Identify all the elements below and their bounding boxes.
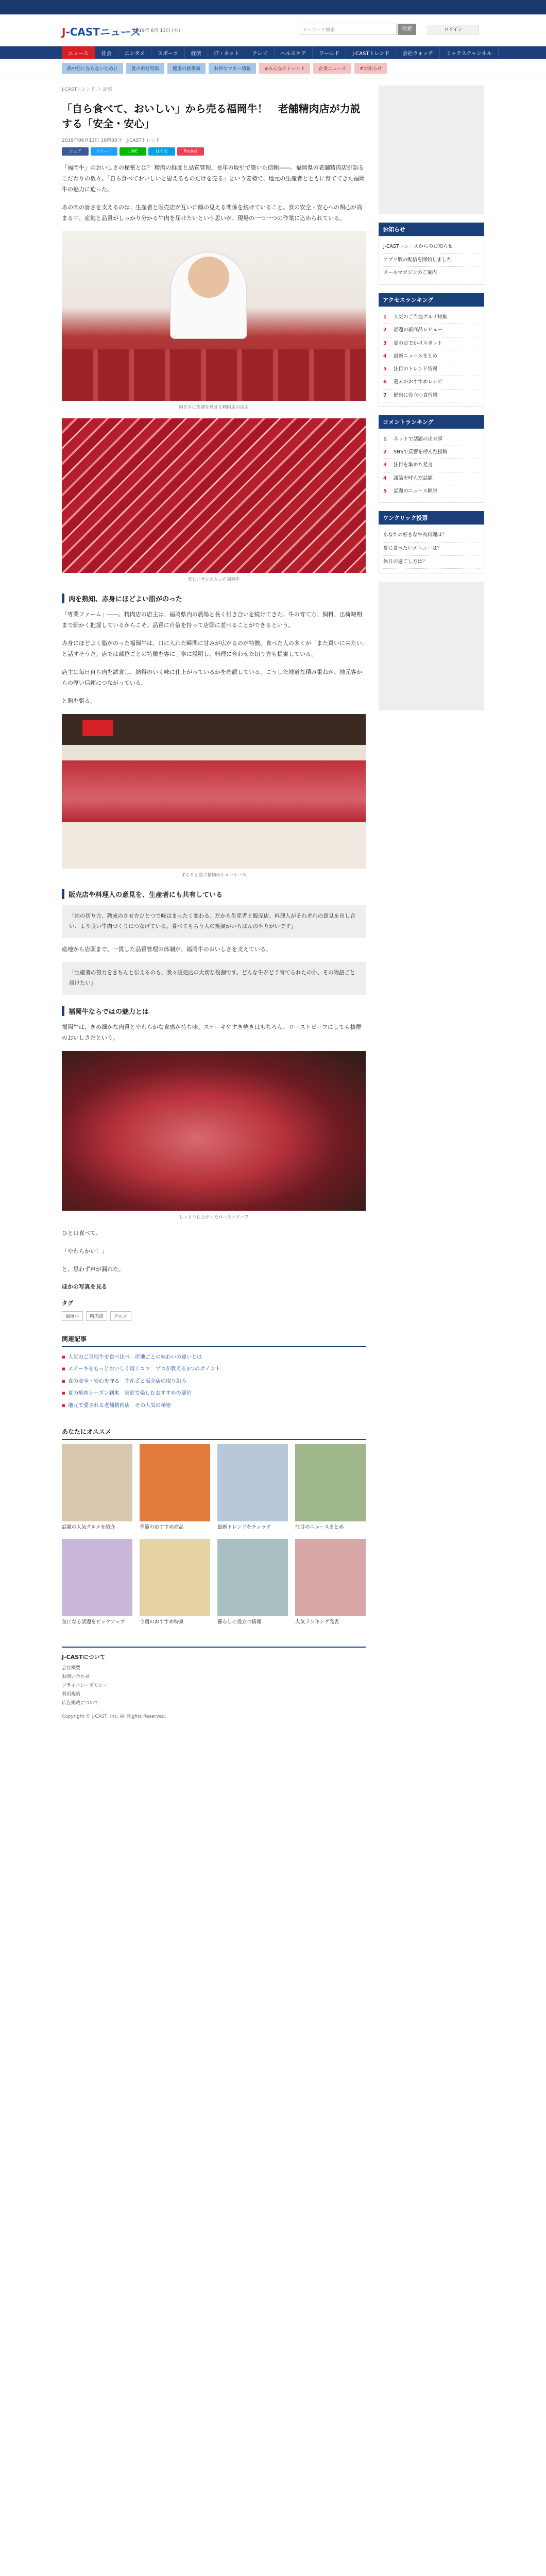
subnav-item[interactable]: 熱中症にならないために bbox=[62, 63, 123, 74]
poll-link[interactable]: 休日の過ごし方は？ bbox=[383, 556, 480, 569]
more-photos-link[interactable]: ほかの写真を見る bbox=[62, 1283, 107, 1290]
nav-item[interactable]: ワールド bbox=[313, 46, 346, 59]
recommend-card[interactable]: 注目のニュースまとめ bbox=[295, 1444, 366, 1531]
search-button[interactable]: 検索 bbox=[398, 24, 416, 35]
recommend-card[interactable]: 暮らしに役立つ情報 bbox=[217, 1539, 288, 1626]
section-heading: 福岡牛ならではの魅力とは bbox=[62, 1006, 366, 1016]
nav-item[interactable]: IT・ネット bbox=[208, 46, 246, 59]
recommend-card[interactable]: 最新トレンドをチェック bbox=[217, 1444, 288, 1531]
paragraph: 「福岡牛」のおいしさの秘密とは？ 精肉の鮮度と品質管理、長年の取引で築いた信頼――。福岡県の老舗精肉店が語るこだわりの数々。「自ら食べておいしいと思えるものだけを売る」という姿勢で、地元の生産者とともに育ててきた福岡牛の魅力に迫った。 bbox=[62, 164, 365, 193]
recommend-card[interactable]: 今週のおすすめ特集 bbox=[140, 1539, 210, 1626]
subnav-item[interactable]: #お知らせ bbox=[354, 63, 387, 74]
header-date: 2019年 6月 13日 (木) bbox=[133, 28, 180, 33]
footer-link[interactable]: お問い合わせ bbox=[62, 1674, 90, 1680]
recommend-card[interactable]: 気になる話題をピックアップ bbox=[62, 1539, 132, 1626]
subnav-item[interactable]: 夏の旅行特集 bbox=[126, 63, 164, 74]
article-title: 「自ら食べて、おいしい」から売る福岡牛！ 老舗精肉店が力説する「安全・安心」 bbox=[62, 103, 361, 130]
nav-item[interactable]: テレビ bbox=[246, 46, 275, 59]
quote-block: 「生産者の努力をきちんと伝えるのも、我々販売店の大切な役割です。どんな牛がどう育てられたのか、その物語ごと届けたい」 bbox=[62, 962, 366, 995]
photo-caption: ずらりと並ぶ精肉のショーケース bbox=[181, 872, 247, 878]
nav-item[interactable]: J-CASTトレンド bbox=[346, 46, 396, 59]
ranking-item[interactable]: 1 人気のご当地グルメ特集 bbox=[383, 311, 480, 324]
showcase-photo bbox=[62, 714, 366, 869]
notice-heading: お知らせ bbox=[379, 223, 484, 236]
related-link[interactable]: ■ ステーキをもっとおいしく焼くコツ プロが教える3つのポイント bbox=[62, 1363, 366, 1376]
ranking-heading: アクセスランキング bbox=[379, 293, 484, 307]
recommend-card[interactable]: 人気ランキング発表 bbox=[295, 1539, 366, 1626]
footer-heading: J-CASTについて bbox=[62, 1653, 106, 1660]
comment-box bbox=[379, 429, 484, 503]
ranking-item[interactable]: 2 話題の新商品レビュー bbox=[383, 324, 480, 337]
top-bar bbox=[0, 0, 546, 14]
nav-item[interactable]: ヘルスケア bbox=[275, 46, 313, 59]
share-facebook-button[interactable]: シェア bbox=[62, 147, 89, 156]
share-twitter-button[interactable]: ツイート bbox=[91, 147, 117, 156]
poll-heading: ワンクリック投票 bbox=[379, 511, 484, 524]
quote-block: 「肉の切り方、熟成のさせ方ひとつで味はまったく変わる。だから生産者と販売店、料理人がそれぞれの意見を出し合い、より良い牛肉づくりにつなげている。食べてもらう人の笑顔がいちばんのやりがいです」 bbox=[62, 905, 366, 938]
beef-photo bbox=[62, 418, 366, 573]
article-byline: 2019年06月13日 16時00分 J-CASTトレンド bbox=[62, 138, 160, 143]
notice-box bbox=[379, 236, 484, 285]
paragraph: 「専業ファーム」――。精肉店の店主は、福岡県内の農場と長く付き合いを続けてきた。牛の育て方、飼料、出荷時期まで細かく把握しているからこそ、品質に自信を持って店頭に並べることができるという。 bbox=[62, 611, 362, 629]
tag-link[interactable]: 精肉店 bbox=[86, 1311, 107, 1321]
paragraph: 福岡牛は、きめ細かな肉質とやわらかな食感が持ち味。ステーキやすき焼きはもちろん、ローストビーフにしても抜群のおいしさだという。 bbox=[62, 1024, 362, 1042]
tag-list bbox=[62, 1311, 366, 1321]
share-bar bbox=[62, 147, 366, 156]
comment-item[interactable]: 4 議論を呼んだ話題 bbox=[383, 472, 480, 485]
section-heading: 肉を熟知、赤身にほどよい脂がのった bbox=[62, 594, 366, 603]
comment-item[interactable]: 3 注目を集めた発言 bbox=[383, 459, 480, 472]
related-link[interactable]: ■ 人気のご当地牛を食べ比べ 産地ごとの味わいの違いとは bbox=[62, 1351, 366, 1364]
comment-item[interactable]: 2 SNSで反響を呼んだ投稿 bbox=[383, 446, 480, 459]
ranking-box bbox=[379, 307, 484, 407]
recommend-heading: あなたにオススメ bbox=[62, 1427, 366, 1440]
tag-link[interactable]: グルメ bbox=[110, 1311, 131, 1321]
ranking-item[interactable]: 3 夏のおでかけスポット bbox=[383, 337, 480, 350]
related-link[interactable]: ■ 夏の焼肉シーズン到来 家庭で楽しむおすすめの部位 bbox=[62, 1387, 366, 1400]
share-line-button[interactable]: LINE bbox=[120, 147, 146, 156]
nav-item[interactable]: スポーツ bbox=[151, 46, 185, 59]
photo-caption: 美しいサシの入った福岡牛 bbox=[187, 577, 240, 583]
share-pocket-button[interactable]: Pocket bbox=[177, 147, 204, 156]
ranking-item[interactable]: 6 週末のおすすめレシピ bbox=[383, 376, 480, 389]
comment-item[interactable]: 1 ネットで話題の出来事 bbox=[383, 433, 480, 446]
copyright: Copyright © J-CAST, Inc. All Rights Reserved. bbox=[62, 1714, 166, 1720]
site-header bbox=[0, 14, 546, 46]
nav-item[interactable]: ニュース bbox=[62, 46, 95, 59]
nav-item[interactable]: エンタメ bbox=[118, 46, 152, 59]
ranking-item[interactable]: 4 最新ニュースまとめ bbox=[383, 350, 480, 363]
paragraph: と胸を張る。 bbox=[62, 697, 96, 704]
ad-slot bbox=[379, 86, 484, 214]
footer bbox=[62, 1647, 366, 1719]
notice-link[interactable]: メールマガジンのご案内 bbox=[383, 267, 480, 280]
paragraph: 産地から店頭まで、一貫した品質管理の体制が、福岡牛のおいしさを支えている。 bbox=[62, 945, 271, 953]
subnav-item[interactable]: 企業ニュース bbox=[313, 63, 351, 74]
photo-caption: しっとり仕上がったローストビーフ bbox=[179, 1215, 249, 1221]
related-heading: 関連記事 bbox=[62, 1334, 366, 1347]
roast-beef-photo bbox=[62, 1051, 366, 1211]
nav-item[interactable]: 経済 bbox=[185, 46, 208, 59]
ad-slot bbox=[379, 582, 484, 710]
subnav-item[interactable]: #みんなのトレンド bbox=[259, 63, 310, 74]
sidebar bbox=[379, 78, 484, 710]
notice-link[interactable]: J-CASTニュースからのお知らせ bbox=[383, 241, 480, 254]
paragraph: 赤身にほどよく脂がのった福岡牛は、口に入れた瞬間に甘みが広がるのが特徴。食べた人の多くが「また買いに来たい」と話すそうだ。店では部位ごとの特徴を客に丁寧に説明し、料理に合わせた切り方も提案している。 bbox=[62, 640, 365, 658]
notice-link[interactable]: アプリ版の配信を開始しました bbox=[383, 254, 480, 267]
poll-link[interactable]: 夏に食べたいメニューは？ bbox=[383, 543, 480, 556]
footer-link[interactable]: プライバシーポリシー bbox=[62, 1683, 108, 1688]
tag-link[interactable]: 福岡牛 bbox=[62, 1311, 83, 1321]
photo-caption: 肉を手に笑顔を見せる精肉店の店主 bbox=[178, 405, 249, 411]
paragraph: と、思わず声が漏れた。 bbox=[62, 1265, 124, 1273]
ranking-item[interactable]: 7 健康に役立つ食習慣 bbox=[383, 389, 480, 402]
poll-box bbox=[379, 524, 484, 573]
breadcrumb[interactable]: J-CASTトレンド ＞ 記事 bbox=[62, 87, 112, 92]
paragraph: 「やわらかい！」 bbox=[62, 1248, 107, 1255]
sub-nav bbox=[0, 59, 546, 78]
search-input[interactable]: キーワード検索 bbox=[299, 24, 397, 35]
section-heading: 販売店や料理人の意見を、生産者にも共有している bbox=[62, 889, 366, 899]
nav-item[interactable]: ミックスチャンネル bbox=[440, 46, 499, 59]
footer-link[interactable]: 会社概要 bbox=[62, 1665, 81, 1671]
paragraph: ひと口食べて、 bbox=[62, 1230, 101, 1237]
article bbox=[62, 78, 366, 1719]
paragraph: 店主は毎日自ら肉を試食し、納得のいく味に仕上がっているかを確認している。こうした地道な積み重ねが、地元客からの厚い信頼につながっている。 bbox=[62, 669, 362, 686]
tags-heading: タグ bbox=[62, 1299, 73, 1307]
nav-item[interactable]: 会社ウォッチ bbox=[396, 46, 440, 59]
comment-heading: コメントランキング bbox=[379, 415, 484, 429]
paragraph: あの肉の旨さを支えるのは、生産者と販売店が互いに顔の見える関係を続けていること。食の安全・安心への関心が高まる中、産地と品質がしっかり分かる牛肉を届けたいという思いが、現場の一つ一つの作業に込められている。 bbox=[62, 204, 362, 222]
footer-link[interactable]: 広告掲載について bbox=[62, 1701, 99, 1706]
subnav-item[interactable]: お得なマネー情報 bbox=[209, 63, 256, 74]
subnav-item[interactable]: 健康の新常識 bbox=[167, 63, 206, 74]
comment-item[interactable]: 5 話題のニュース解説 bbox=[383, 485, 480, 498]
ranking-item[interactable]: 5 注目のトレンド情報 bbox=[383, 363, 480, 376]
recommend-grid bbox=[62, 1444, 366, 1626]
related-link[interactable]: ■ 地元で愛される老舗精肉店 その人気の秘密 bbox=[62, 1400, 366, 1412]
related-link[interactable]: ■ 食の安全・安心を守る 生産者と販売店の取り組み bbox=[62, 1376, 366, 1388]
main-nav bbox=[0, 46, 546, 59]
butcher-photo bbox=[62, 231, 366, 401]
poll-link[interactable]: あなたの好きな牛肉料理は？ bbox=[383, 529, 480, 543]
share-hatena-button[interactable]: はてな bbox=[148, 147, 175, 156]
footer-link[interactable]: 利用規約 bbox=[62, 1692, 81, 1698]
site-logo[interactable]: J-CASTニュース bbox=[62, 26, 141, 38]
login-button[interactable]: ログイン bbox=[428, 25, 479, 35]
recommend-card[interactable]: 季節のおすすめ商品 bbox=[140, 1444, 210, 1531]
recommend-card[interactable]: 話題の人気グルメを紹介 bbox=[62, 1444, 132, 1531]
nav-item[interactable]: 社会 bbox=[95, 46, 118, 59]
